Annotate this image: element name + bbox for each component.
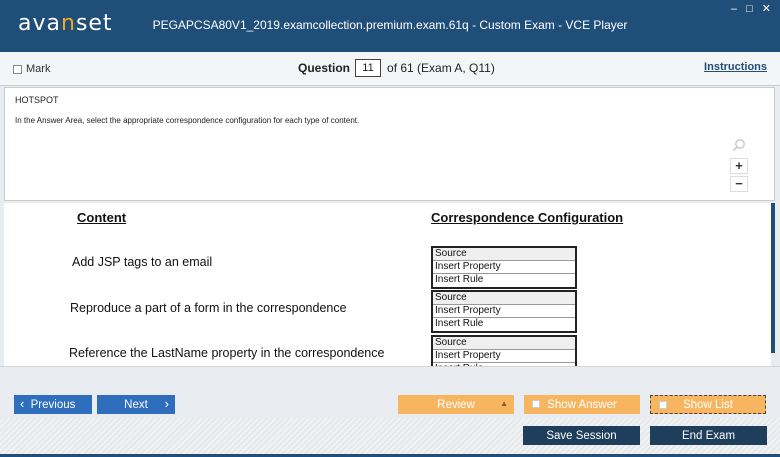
magnifier-icon[interactable] (732, 138, 746, 152)
config-option[interactable]: Source (433, 248, 575, 261)
question-bar (0, 52, 780, 86)
row-label-1: Add JSP tags to an email (72, 255, 213, 269)
config-option[interactable]: Insert Rule (435, 318, 484, 329)
config-option[interactable]: Insert Property (433, 305, 575, 318)
divider-strip (0, 366, 780, 393)
config-option[interactable]: Source (433, 292, 575, 305)
show-answer-button[interactable] (524, 395, 640, 414)
checkbox-icon[interactable] (13, 65, 22, 74)
next-label: Next (124, 398, 148, 411)
zoom-in-button[interactable]: + (730, 158, 748, 174)
config-option[interactable]: Insert Property (433, 261, 575, 274)
chevron-left-icon: ‹ (20, 396, 25, 411)
app-logo: avanset (18, 11, 113, 36)
row-label-3: Reference the LastName property in the correspondence (69, 346, 385, 360)
config-header: Correspondence Configuration (431, 210, 624, 225)
instructions-link[interactable]: Instructions (704, 61, 767, 73)
triangle-up-icon: ▲ (500, 399, 508, 408)
question-type: HOTSPOT (15, 95, 59, 105)
end-exam-button[interactable]: End Exam (650, 426, 767, 445)
question-count: of 61 (Exam A, Q11) (387, 61, 495, 75)
maximize-icon[interactable]: □ (746, 3, 756, 15)
question-number-group (298, 59, 495, 77)
answer-area (4, 203, 771, 366)
config-select-1[interactable] (431, 246, 577, 289)
answer-scrollbar[interactable] (771, 203, 775, 353)
title-bar (0, 0, 780, 52)
config-option[interactable]: Insert Property (433, 350, 575, 363)
question-number-input[interactable]: 11 (355, 59, 381, 77)
question-panel (4, 87, 775, 201)
checkbox-icon[interactable] (659, 401, 667, 409)
chevron-right-icon: › (164, 396, 169, 411)
config-option[interactable]: Source (433, 337, 575, 350)
review-button[interactable] (398, 395, 514, 414)
mark-checkbox[interactable] (13, 63, 50, 75)
content-header: Content (77, 210, 127, 225)
close-icon[interactable]: ✕ (761, 3, 774, 15)
mark-label: Mark (26, 63, 51, 75)
window-title: PEGAPCSA80V1_2019.examcollection.premium.exam.61q - Custom Exam - VCE Player (152, 18, 628, 32)
review-label: Review (437, 398, 475, 411)
config-select-2[interactable] (431, 290, 577, 333)
question-text: In the Answer Area, select the appropriate correspondence configuration for each type of content. (15, 116, 360, 125)
next-button[interactable] (97, 395, 175, 414)
question-label: Question (298, 61, 351, 75)
previous-button[interactable] (14, 395, 92, 414)
show-list-label: Show List (683, 398, 733, 411)
previous-label: Previous (30, 398, 76, 411)
minimize-icon[interactable]: – (730, 3, 740, 15)
zoom-out-button[interactable]: − (730, 176, 748, 192)
save-session-button[interactable]: Save Session (523, 426, 640, 445)
row-label-2: Reproduce a part of a form in the correspondence (70, 301, 347, 315)
show-list-button[interactable] (650, 395, 766, 414)
show-answer-label: Show Answer (547, 398, 617, 411)
checkbox-icon[interactable] (532, 400, 540, 408)
config-option[interactable]: Insert Rule (435, 274, 484, 285)
window-controls (731, 2, 774, 15)
